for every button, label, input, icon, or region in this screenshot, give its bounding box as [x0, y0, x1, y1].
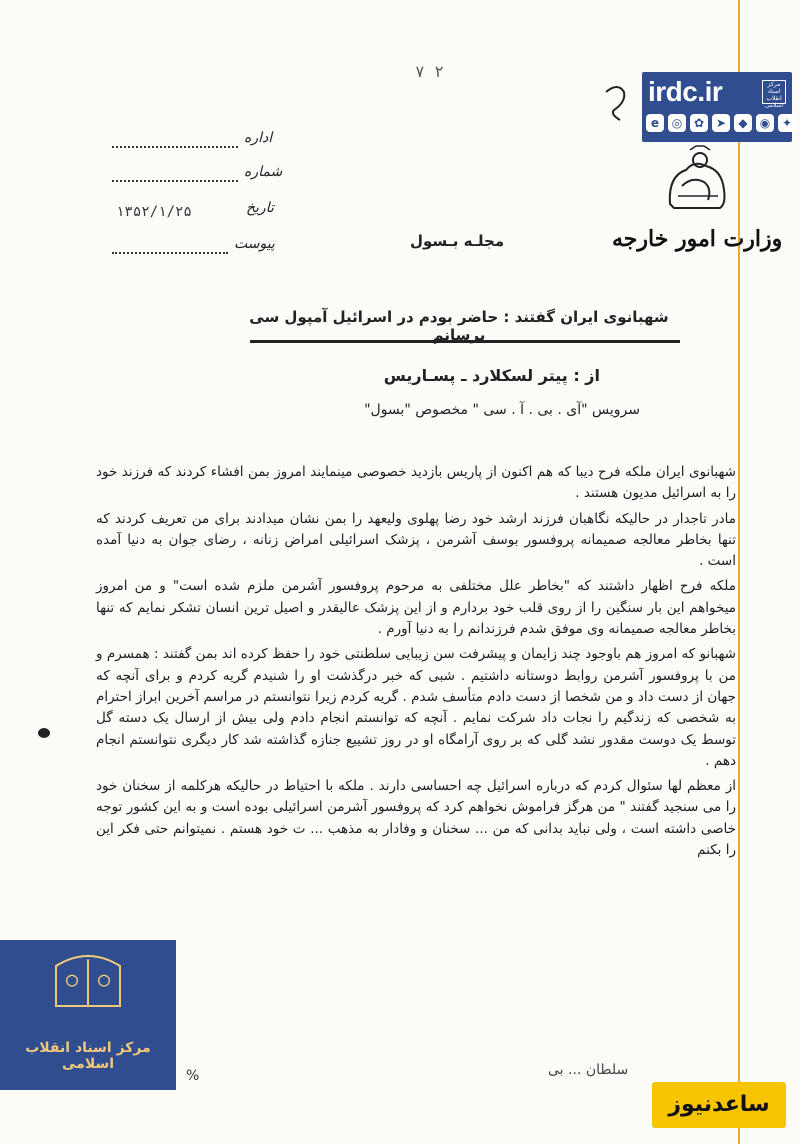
attachment-field — [234, 236, 275, 252]
rubika-icon[interactable]: ◎ — [668, 114, 686, 132]
body-paragraph: شهبانوی ایران ملکه فرح دیبا که هم اکنون از پاریس بازدید خصوصی مینمایند امروز بمن افشاء کردند که فرزند خود را به اسرائیل مدیون هستند . — [96, 464, 736, 502]
twitter-icon[interactable]: ✦ — [778, 114, 796, 132]
date-value: ۱۳۵۲/۱/۲۵ — [116, 204, 192, 220]
irdc-brand-block — [642, 72, 792, 142]
number-dots — [112, 180, 238, 182]
book-emblem-icon — [0, 946, 176, 1046]
service-line: سرویس "آی . بی . آ . سی " مخصوص "بسول" — [364, 402, 640, 418]
document-center-logo — [0, 940, 176, 1090]
irdc-mini-logo: مرکز اسناد انقلاب اسلامی — [762, 80, 786, 104]
center-logo-name: مرکز اسناد انقلاب اسلامی — [25, 1040, 151, 1072]
irdc-site-name: irdc.ir — [648, 76, 723, 107]
document-top-number: ۷ ۲ — [415, 62, 444, 81]
number-label: شماره — [244, 164, 283, 180]
telegram-icon[interactable]: ➤ — [712, 114, 730, 132]
number-field — [244, 164, 282, 180]
aparat-icon[interactable]: ✿ — [690, 114, 708, 132]
body-paragraph: مادر تاجدار در حالیکه نگاهبان فرزند ارشد خود رضا پهلوی ولیعهد را بمن نشان میدادند برای من تعریف کردند که تنها بخاطر معالجه صمیمانه پروفسور بوسف آشرمن ، پزشک اسرائیلی امراض زنانه ، رضای جوان به دنیا آمده است . — [96, 510, 736, 570]
attachment-label: پیوست — [234, 236, 275, 252]
from-line: از : پیتر لسکلارد ـ پسـاریس — [383, 366, 600, 385]
instagram-icon[interactable]: ◉ — [756, 114, 774, 132]
headline-underline — [250, 340, 680, 343]
body-paragraph: از معظم لها سئوال کردم که درباره اسرائیل چه احساسی دارند . ملکه با احتیاط در حالیکه هرکلمه از سخنان خود را می سنجید گفتند " من هرگز فراموش نخواهم کرد که پروفسور آشرمن اسرائیلی بوده است و به این کشور توجه خاصی داشته است ، ولی نباید بدانی که من ... سخنان و وفادار به مذهب ... ت خود هستم . نمیتوانم حتی فکر این را بکنم — [96, 778, 736, 859]
body-text — [96, 462, 736, 861]
attachment-dots — [112, 252, 228, 254]
date-field — [246, 200, 274, 216]
margin-line — [738, 0, 740, 1144]
social-icons-row — [646, 114, 796, 132]
body-paragraph: ملکه فرح اظهار داشتند که "بخاطر علل مختلفی به مرحوم پروفسور آشرمن ملزم شده است" و من امروز میخواهم این بار سنگین را از روی قلب خود بردارم و از این پزشک عالیقدر و اصیل ترین انسان تشکر نمایم که تنها بخاطر معالجه صمیمانه وی موفق شدم فرزندانم را به دنیا آورم . — [96, 578, 736, 638]
saadnews-logo[interactable]: ساعدنیوز — [652, 1082, 786, 1128]
office-dots — [112, 146, 238, 148]
office-field — [244, 130, 272, 146]
bale-icon[interactable]: ◆ — [734, 114, 752, 132]
date-label: تاریخ — [246, 200, 274, 216]
headline: شهبانوی ایران گفتند : حاضر بودم در اسرائیل آمپول سی برسانم — [249, 308, 669, 344]
eitaa-icon[interactable]: e — [646, 114, 664, 132]
subject-title: مجلـه بـسول — [410, 232, 505, 250]
margin-mark: % — [186, 1068, 200, 1084]
handwritten-mark-icon — [600, 82, 634, 126]
ministry-title: وزارت امور خارجه — [612, 226, 783, 252]
margin-ink-dot — [38, 728, 50, 738]
body-paragraph: شهبانو که امروز هم باوجود چند زایمان و پیشرفت سن زیبایی سلطنتی خود را حفظ کرده اند بمن گفتند : همسرم و من با پروفسور آشرمن روابط دوستانه داشتیم . شبی که خبر درگذشت او را شنیدم گریه کردم و برای آنچه که جهان از دست داد و من شخصا از دست دادم متأسف شدم . گریه کردم زیرا نتوانستم در مراسم آخرین ابراز احترام به شخصی که زندگیم را نجات داد شرکت نمایم . آنچه که توانستم انجام دادم ولی بیش از ارسال یک دسته گل توسط یک دوست مقدور نشد گلی که بر روی آرامگاه او در روز تشییع جنازه گذاشته شد کار دیگری نتوانستم انجام دهم . — [96, 646, 736, 769]
signature: سلطان ... بی — [548, 1062, 629, 1078]
lion-and-sun-emblem-icon — [660, 146, 734, 216]
office-label: اداره — [244, 130, 273, 146]
